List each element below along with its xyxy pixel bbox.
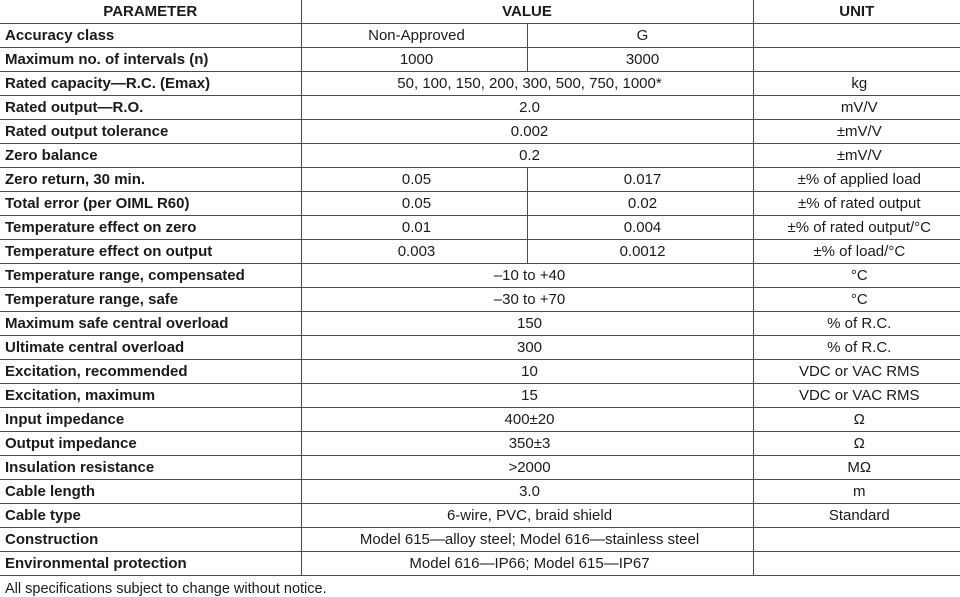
parameter-cell: Ultimate central overload xyxy=(0,336,301,360)
table-row xyxy=(0,360,960,384)
table-row xyxy=(0,384,960,408)
table-row xyxy=(0,552,960,576)
value-cell: 350±3 xyxy=(301,432,753,456)
value-cell: 50, 100, 150, 200, 300, 500, 750, 1000* xyxy=(301,72,753,96)
value-cell: 15 xyxy=(301,384,753,408)
table-row xyxy=(0,120,960,144)
table-row xyxy=(0,456,960,480)
table-row xyxy=(0,144,960,168)
unit-cell: % of R.C. xyxy=(753,336,960,360)
table-row xyxy=(0,264,960,288)
value-cell-right: 0.017 xyxy=(527,168,753,192)
value-cell: 0.002 xyxy=(301,120,753,144)
value-cell-left: 0.01 xyxy=(301,216,527,240)
value-cell-left: 0.05 xyxy=(301,168,527,192)
table-row xyxy=(0,72,960,96)
parameter-cell: Temperature effect on zero xyxy=(0,216,301,240)
table-row xyxy=(0,24,960,48)
unit-cell xyxy=(753,528,960,552)
unit-cell: ±% of rated output/°C xyxy=(753,216,960,240)
value-header: VALUE xyxy=(301,0,753,24)
value-cell: Model 615—alloy steel; Model 616—stainless steel xyxy=(301,528,753,552)
unit-cell: VDC or VAC RMS xyxy=(753,384,960,408)
parameter-cell: Insulation resistance xyxy=(0,456,301,480)
table-row xyxy=(0,216,960,240)
value-cell-left: Non-Approved xyxy=(301,24,527,48)
parameter-cell: Temperature range, safe xyxy=(0,288,301,312)
table-row xyxy=(0,408,960,432)
parameter-cell: Construction xyxy=(0,528,301,552)
value-cell: 3.0 xyxy=(301,480,753,504)
parameter-header: PARAMETER xyxy=(0,0,301,24)
table-row xyxy=(0,336,960,360)
table-row xyxy=(0,240,960,264)
table-row xyxy=(0,480,960,504)
parameter-cell: Zero balance xyxy=(0,144,301,168)
parameter-cell: Rated output tolerance xyxy=(0,120,301,144)
value-cell-left: 0.05 xyxy=(301,192,527,216)
value-cell-right: G xyxy=(527,24,753,48)
unit-cell: ±% of rated output xyxy=(753,192,960,216)
parameter-cell: Temperature effect on output xyxy=(0,240,301,264)
table-row xyxy=(0,168,960,192)
parameter-cell: Output impedance xyxy=(0,432,301,456)
value-cell-left: 0.003 xyxy=(301,240,527,264)
unit-cell: m xyxy=(753,480,960,504)
table-row xyxy=(0,504,960,528)
value-cell: –10 to +40 xyxy=(301,264,753,288)
unit-cell: Ω xyxy=(753,432,960,456)
header-row xyxy=(0,0,960,24)
value-cell: 0.2 xyxy=(301,144,753,168)
value-cell: >2000 xyxy=(301,456,753,480)
parameter-cell: Rated output—R.O. xyxy=(0,96,301,120)
value-cell-right: 3000 xyxy=(527,48,753,72)
table-row xyxy=(0,528,960,552)
value-cell: 2.0 xyxy=(301,96,753,120)
unit-cell: Standard xyxy=(753,504,960,528)
parameter-cell: Total error (per OIML R60) xyxy=(0,192,301,216)
unit-cell: mV/V xyxy=(753,96,960,120)
parameter-cell: Accuracy class xyxy=(0,24,301,48)
footnote: All specifications subject to change without notice. xyxy=(5,581,327,597)
value-cell-right: 0.02 xyxy=(527,192,753,216)
parameter-cell: Maximum no. of intervals (n) xyxy=(0,48,301,72)
table-row xyxy=(0,312,960,336)
value-cell-right: 0.004 xyxy=(527,216,753,240)
parameter-cell: Maximum safe central overload xyxy=(0,312,301,336)
parameter-cell: Input impedance xyxy=(0,408,301,432)
unit-cell xyxy=(753,48,960,72)
value-cell: 300 xyxy=(301,336,753,360)
parameter-cell: Rated capacity—R.C. (Emax) xyxy=(0,72,301,96)
unit-cell: °C xyxy=(753,264,960,288)
unit-cell: Ω xyxy=(753,408,960,432)
value-cell: 400±20 xyxy=(301,408,753,432)
value-cell-right: 0.0012 xyxy=(527,240,753,264)
parameter-cell: Cable type xyxy=(0,504,301,528)
table-row xyxy=(0,432,960,456)
value-cell-left: 1000 xyxy=(301,48,527,72)
unit-header: UNIT xyxy=(753,0,960,24)
unit-cell: % of R.C. xyxy=(753,312,960,336)
unit-cell: kg xyxy=(753,72,960,96)
value-cell: 150 xyxy=(301,312,753,336)
value-cell: –30 to +70 xyxy=(301,288,753,312)
unit-cell: ±% of load/°C xyxy=(753,240,960,264)
unit-cell xyxy=(753,552,960,576)
unit-cell: ±mV/V xyxy=(753,144,960,168)
unit-cell: VDC or VAC RMS xyxy=(753,360,960,384)
table-row xyxy=(0,96,960,120)
parameter-cell: Cable length xyxy=(0,480,301,504)
unit-cell: ±mV/V xyxy=(753,120,960,144)
table-row xyxy=(0,48,960,72)
table-row xyxy=(0,288,960,312)
value-cell: Model 616—IP66; Model 615—IP67 xyxy=(301,552,753,576)
table-row xyxy=(0,192,960,216)
unit-cell: MΩ xyxy=(753,456,960,480)
parameter-cell: Temperature range, compensated xyxy=(0,264,301,288)
value-cell: 10 xyxy=(301,360,753,384)
spec-body xyxy=(0,24,960,576)
unit-cell xyxy=(753,24,960,48)
unit-cell: ±% of applied load xyxy=(753,168,960,192)
parameter-cell: Zero return, 30 min. xyxy=(0,168,301,192)
parameter-cell: Environmental protection xyxy=(0,552,301,576)
parameter-cell: Excitation, maximum xyxy=(0,384,301,408)
value-cell: 6-wire, PVC, braid shield xyxy=(301,504,753,528)
unit-cell: °C xyxy=(753,288,960,312)
parameter-cell: Excitation, recommended xyxy=(0,360,301,384)
